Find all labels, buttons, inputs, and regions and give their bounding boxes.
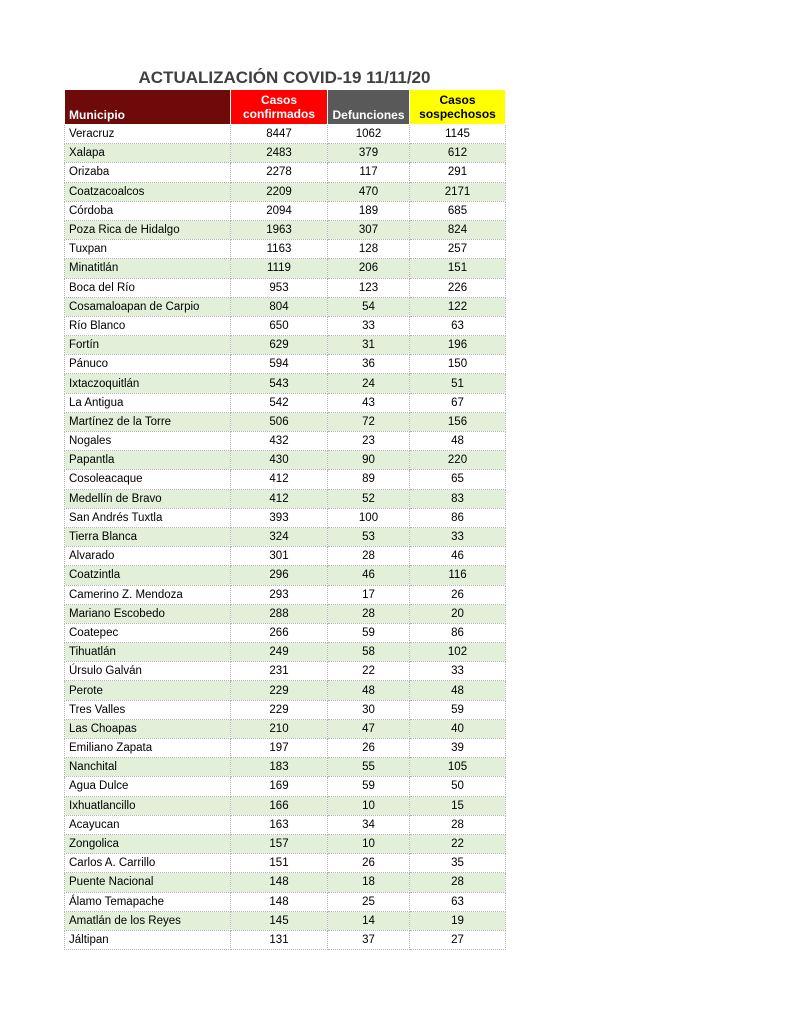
cell-casos-sospechosos: 20 (410, 604, 506, 623)
cell-defunciones: 24 (328, 374, 410, 393)
cell-casos-sospechosos: 156 (410, 412, 506, 431)
cell-municipio: Xalapa (65, 144, 231, 163)
header-row (65, 90, 506, 125)
header-casos-confirmados: Casos confirmados (231, 90, 328, 125)
table-row (65, 220, 506, 239)
cell-casos-sospechosos: 685 (410, 201, 506, 220)
cell-casos-sospechosos: 1145 (410, 125, 506, 144)
table-row (65, 566, 506, 585)
header-defunciones: Defunciones (328, 90, 410, 125)
cell-municipio: La Antigua (65, 393, 231, 412)
cell-casos-sospechosos: 86 (410, 508, 506, 527)
cell-casos-sospechosos: 40 (410, 719, 506, 738)
table-row (65, 259, 506, 278)
cell-defunciones: 90 (328, 451, 410, 470)
cell-defunciones: 43 (328, 393, 410, 412)
cell-defunciones: 33 (328, 316, 410, 335)
table-row (65, 355, 506, 374)
cell-municipio: Cosamaloapan de Carpio (65, 297, 231, 316)
table-row (65, 125, 506, 144)
table-row (65, 393, 506, 412)
cell-defunciones: 10 (328, 796, 410, 815)
cell-casos-confirmados: 412 (231, 489, 328, 508)
cell-defunciones: 307 (328, 220, 410, 239)
cell-casos-sospechosos: 48 (410, 681, 506, 700)
cell-casos-confirmados: 506 (231, 412, 328, 431)
cell-municipio: Tierra Blanca (65, 527, 231, 546)
cell-casos-sospechosos: 226 (410, 278, 506, 297)
table-row (65, 604, 506, 623)
cell-municipio: San Andrés Tuxtla (65, 508, 231, 527)
table-row (65, 374, 506, 393)
cell-casos-confirmados: 393 (231, 508, 328, 527)
cell-municipio: Tihuatlán (65, 643, 231, 662)
cell-defunciones: 470 (328, 182, 410, 201)
cell-casos-sospechosos: 59 (410, 700, 506, 719)
table-row (65, 297, 506, 316)
cell-casos-sospechosos: 28 (410, 873, 506, 892)
cell-municipio: Orizaba (65, 163, 231, 182)
cell-defunciones: 18 (328, 873, 410, 892)
cell-defunciones: 47 (328, 719, 410, 738)
cell-defunciones: 30 (328, 700, 410, 719)
cell-defunciones: 46 (328, 566, 410, 585)
cell-casos-confirmados: 131 (231, 930, 328, 949)
table-row (65, 470, 506, 489)
cell-casos-confirmados: 2209 (231, 182, 328, 201)
table-row (65, 681, 506, 700)
cell-defunciones: 52 (328, 489, 410, 508)
cell-casos-confirmados: 2278 (231, 163, 328, 182)
cell-casos-confirmados: 266 (231, 623, 328, 642)
cell-municipio: Carlos A. Carrillo (65, 854, 231, 873)
covid-table (64, 89, 506, 950)
cell-casos-confirmados: 412 (231, 470, 328, 489)
cell-casos-confirmados: 543 (231, 374, 328, 393)
cell-casos-sospechosos: 122 (410, 297, 506, 316)
cell-defunciones: 36 (328, 355, 410, 374)
cell-casos-sospechosos: 39 (410, 739, 506, 758)
cell-casos-sospechosos: 28 (410, 815, 506, 834)
cell-defunciones: 72 (328, 412, 410, 431)
cell-municipio: Tuxpan (65, 240, 231, 259)
cell-casos-confirmados: 542 (231, 393, 328, 412)
table-row (65, 739, 506, 758)
cell-casos-sospechosos: 48 (410, 432, 506, 451)
cell-casos-confirmados: 1163 (231, 240, 328, 259)
cell-casos-confirmados: 148 (231, 873, 328, 892)
cell-casos-confirmados: 629 (231, 336, 328, 355)
cell-municipio: Boca del Río (65, 278, 231, 297)
cell-casos-sospechosos: 102 (410, 643, 506, 662)
cell-defunciones: 1062 (328, 125, 410, 144)
cell-defunciones: 26 (328, 854, 410, 873)
cell-casos-confirmados: 151 (231, 854, 328, 873)
table-row (65, 796, 506, 815)
cell-casos-confirmados: 166 (231, 796, 328, 815)
cell-defunciones: 26 (328, 739, 410, 758)
cell-casos-confirmados: 229 (231, 681, 328, 700)
cell-defunciones: 379 (328, 144, 410, 163)
cell-casos-confirmados: 157 (231, 834, 328, 853)
cell-casos-confirmados: 296 (231, 566, 328, 585)
table-row (65, 508, 506, 527)
cell-defunciones: 59 (328, 777, 410, 796)
cell-casos-sospechosos: 33 (410, 527, 506, 546)
cell-defunciones: 23 (328, 432, 410, 451)
table-row (65, 451, 506, 470)
cell-municipio: Río Blanco (65, 316, 231, 335)
cell-defunciones: 100 (328, 508, 410, 527)
cell-casos-confirmados: 163 (231, 815, 328, 834)
cell-casos-sospechosos: 116 (410, 566, 506, 585)
cell-municipio: Medellín de Bravo (65, 489, 231, 508)
cell-municipio: Agua Dulce (65, 777, 231, 796)
table-row (65, 758, 506, 777)
cell-municipio: Acayucan (65, 815, 231, 834)
table-row (65, 182, 506, 201)
cell-casos-sospechosos: 83 (410, 489, 506, 508)
table-row (65, 892, 506, 911)
table-row (65, 873, 506, 892)
cell-municipio: Álamo Temapache (65, 892, 231, 911)
cell-casos-sospechosos: 63 (410, 892, 506, 911)
cell-municipio: Zongolica (65, 834, 231, 853)
cell-municipio: Mariano Escobedo (65, 604, 231, 623)
cell-casos-confirmados: 804 (231, 297, 328, 316)
cell-casos-confirmados: 249 (231, 643, 328, 662)
cell-casos-confirmados: 210 (231, 719, 328, 738)
cell-municipio: Alvarado (65, 547, 231, 566)
cell-casos-sospechosos: 50 (410, 777, 506, 796)
cell-municipio: Tres Valles (65, 700, 231, 719)
cell-casos-confirmados: 197 (231, 739, 328, 758)
table-body (65, 125, 506, 950)
cell-casos-sospechosos: 22 (410, 834, 506, 853)
table-row (65, 854, 506, 873)
cell-defunciones: 22 (328, 662, 410, 681)
cell-casos-sospechosos: 33 (410, 662, 506, 681)
table-row (65, 278, 506, 297)
cell-casos-sospechosos: 291 (410, 163, 506, 182)
table-row (65, 815, 506, 834)
table-row (65, 719, 506, 738)
cell-casos-sospechosos: 220 (410, 451, 506, 470)
cell-municipio: Nogales (65, 432, 231, 451)
cell-casos-sospechosos: 257 (410, 240, 506, 259)
cell-defunciones: 37 (328, 930, 410, 949)
cell-casos-sospechosos: 67 (410, 393, 506, 412)
table-row (65, 777, 506, 796)
cell-casos-confirmados: 293 (231, 585, 328, 604)
cell-municipio: Fortín (65, 336, 231, 355)
cell-municipio: Coatepec (65, 623, 231, 642)
cell-defunciones: 53 (328, 527, 410, 546)
table-row (65, 336, 506, 355)
cell-municipio: Jáltipan (65, 930, 231, 949)
cell-defunciones: 206 (328, 259, 410, 278)
cell-defunciones: 59 (328, 623, 410, 642)
cell-casos-confirmados: 432 (231, 432, 328, 451)
cell-municipio: Pánuco (65, 355, 231, 374)
cell-casos-confirmados: 288 (231, 604, 328, 623)
table-row (65, 527, 506, 546)
cell-municipio: Coatzintla (65, 566, 231, 585)
cell-defunciones: 189 (328, 201, 410, 220)
table-row (65, 662, 506, 681)
cell-defunciones: 89 (328, 470, 410, 489)
cell-casos-sospechosos: 51 (410, 374, 506, 393)
table-row (65, 700, 506, 719)
cell-casos-confirmados: 231 (231, 662, 328, 681)
cell-defunciones: 54 (328, 297, 410, 316)
table-row (65, 163, 506, 182)
cell-municipio: Poza Rica de Hidalgo (65, 220, 231, 239)
cell-municipio: Amatlán de los Reyes (65, 911, 231, 930)
cell-defunciones: 28 (328, 604, 410, 623)
table-row (65, 240, 506, 259)
cell-municipio: Martínez de la Torre (65, 412, 231, 431)
cell-casos-confirmados: 2483 (231, 144, 328, 163)
cell-casos-sospechosos: 46 (410, 547, 506, 566)
cell-casos-confirmados: 229 (231, 700, 328, 719)
cell-municipio: Córdoba (65, 201, 231, 220)
header-casos-sospechosos: Casos sospechosos (410, 90, 506, 125)
cell-municipio: Camerino Z. Mendoza (65, 585, 231, 604)
cell-municipio: Veracruz (65, 125, 231, 144)
cell-casos-sospechosos: 15 (410, 796, 506, 815)
cell-municipio: Papantla (65, 451, 231, 470)
cell-casos-sospechosos: 2171 (410, 182, 506, 201)
table-row (65, 585, 506, 604)
table-row (65, 432, 506, 451)
cell-defunciones: 58 (328, 643, 410, 662)
cell-casos-confirmados: 324 (231, 527, 328, 546)
cell-municipio: Cosoleacaque (65, 470, 231, 489)
cell-municipio: Puente Nacional (65, 873, 231, 892)
table-row (65, 547, 506, 566)
cell-defunciones: 128 (328, 240, 410, 259)
table-row (65, 412, 506, 431)
table-row (65, 144, 506, 163)
cell-casos-confirmados: 169 (231, 777, 328, 796)
cell-casos-confirmados: 1963 (231, 220, 328, 239)
cell-casos-sospechosos: 150 (410, 355, 506, 374)
cell-casos-sospechosos: 824 (410, 220, 506, 239)
cell-casos-sospechosos: 35 (410, 854, 506, 873)
cell-casos-confirmados: 1119 (231, 259, 328, 278)
cell-municipio: Minatitlán (65, 259, 231, 278)
table-row (65, 643, 506, 662)
cell-casos-sospechosos: 196 (410, 336, 506, 355)
cell-defunciones: 28 (328, 547, 410, 566)
cell-defunciones: 117 (328, 163, 410, 182)
cell-defunciones: 10 (328, 834, 410, 853)
cell-casos-confirmados: 650 (231, 316, 328, 335)
cell-municipio: Coatzacoalcos (65, 182, 231, 201)
cell-casos-confirmados: 2094 (231, 201, 328, 220)
cell-municipio: Ixhuatlancillo (65, 796, 231, 815)
header-municipio: Municipio (65, 90, 231, 125)
cell-defunciones: 25 (328, 892, 410, 911)
cell-defunciones: 14 (328, 911, 410, 930)
cell-casos-sospechosos: 19 (410, 911, 506, 930)
cell-defunciones: 48 (328, 681, 410, 700)
cell-municipio: Las Choapas (65, 719, 231, 738)
table-row (65, 623, 506, 642)
cell-municipio: Nanchital (65, 758, 231, 777)
cell-casos-confirmados: 430 (231, 451, 328, 470)
cell-casos-sospechosos: 151 (410, 259, 506, 278)
cell-municipio: Emiliano Zapata (65, 739, 231, 758)
cell-municipio: Perote (65, 681, 231, 700)
cell-defunciones: 31 (328, 336, 410, 355)
cell-casos-sospechosos: 65 (410, 470, 506, 489)
page-title: ACTUALIZACIÓN COVID-19 11/11/20 (138, 68, 431, 87)
cell-casos-confirmados: 953 (231, 278, 328, 297)
cell-casos-sospechosos: 27 (410, 930, 506, 949)
cell-municipio: Ixtaczoquitlán (65, 374, 231, 393)
cell-municipio: Úrsulo Galván (65, 662, 231, 681)
cell-defunciones: 123 (328, 278, 410, 297)
table-row (65, 930, 506, 949)
table-row (65, 489, 506, 508)
cell-casos-sospechosos: 86 (410, 623, 506, 642)
cell-casos-confirmados: 145 (231, 911, 328, 930)
cell-casos-sospechosos: 612 (410, 144, 506, 163)
cell-defunciones: 17 (328, 585, 410, 604)
table-row (65, 834, 506, 853)
table-row (65, 911, 506, 930)
cell-casos-confirmados: 8447 (231, 125, 328, 144)
cell-casos-confirmados: 301 (231, 547, 328, 566)
cell-casos-confirmados: 148 (231, 892, 328, 911)
cell-defunciones: 34 (328, 815, 410, 834)
table-row (65, 201, 506, 220)
cell-casos-confirmados: 594 (231, 355, 328, 374)
cell-casos-sospechosos: 26 (410, 585, 506, 604)
cell-casos-sospechosos: 63 (410, 316, 506, 335)
table-row (65, 316, 506, 335)
cell-casos-sospechosos: 105 (410, 758, 506, 777)
cell-defunciones: 55 (328, 758, 410, 777)
cell-casos-confirmados: 183 (231, 758, 328, 777)
